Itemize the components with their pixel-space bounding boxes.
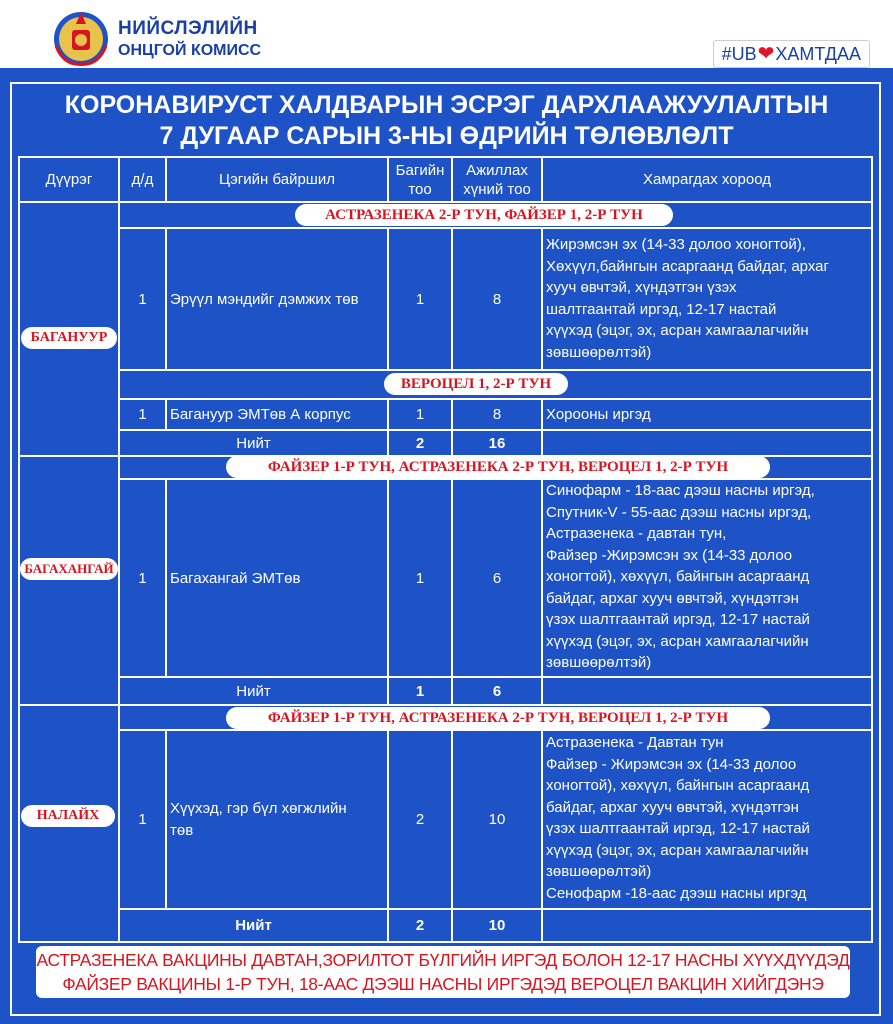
title-line-2: 7 ДУГААР САРЫН 3-НЫ ӨДРИЙН ТӨЛӨВЛӨЛТ [159, 122, 734, 150]
total-label: Нийт [235, 917, 272, 934]
coverage-text: Синофарм - 18-аас дээш насны иргэд, Спутник-V - 55-аас дээш насны иргэд, Астразенека - давтан тун, Файзер -Жирэмсэн эх (14-33 долоо хоногтой), хөхүүл, байнгын асаргаанд байдаг, архаг хууч өвчтэй, хүндэтгэн үзэх шалтгаантай иргэд, 12-17 настай хүүхэд (эцэг, эх, асран хамгаалагчийн зөвшөөрөлтэй) [546, 482, 815, 671]
org-line-2: ОНЦГОЙ КОМИСС [118, 42, 262, 59]
people-count: 10 [488, 811, 506, 828]
coverage-text: Астразенека - Давтан тун Файзер - Жирэмсэн эх (14-33 долоо хоногтой), хөхүүл, байнгын асаргаанд байдаг, архаг хууч өвчтэй, хүндэтгэн үзэх шалтгаантай иргэд, 12-17 настай хүүхэд (эцэг, эх, асран хамгаалагчийн зөвшөөрөлтэй) Сенофарм -18-аас дээш насны иргэд [546, 734, 810, 902]
district-nalaikh: НАЛАЙХ [21, 805, 115, 827]
vaccine-label: ВЕРОЦЕЛ 1, 2-Р ТУН [384, 373, 568, 395]
coverage-text: Хорооны иргэд [546, 406, 651, 423]
org-line-1: НИЙСЛЭЛИЙН [118, 18, 258, 39]
team-count: 2 [415, 811, 425, 828]
hashtag-badge [713, 40, 870, 68]
total-teams: 2 [415, 917, 425, 934]
footer-line-1: АСТРАЗЕНЕКА ВАКЦИНЫ ДАВТАН,ЗОРИЛТОТ БҮЛГИЙН ИРГЭД БОЛОН 12-17 НАСНЫ ХҮҮХДҮҮДЭД [36, 950, 850, 970]
district-bagakhangai: БАГАХАНГАЙ [20, 558, 118, 580]
state-emblem-icon [50, 6, 112, 68]
total-label: Нийт [236, 682, 271, 700]
location-name: Эрүүл мэндийг дэмжих төв [170, 290, 359, 308]
total-people: 16 [488, 434, 506, 452]
people-count: 8 [492, 290, 502, 308]
hashtag-prefix: #UB [721, 44, 757, 64]
organization-name [118, 18, 261, 62]
district-baganuur: БАГАНУУР [21, 327, 117, 349]
row-number: 1 [138, 290, 147, 308]
header-people: Ажиллах хүний тоо [463, 161, 531, 198]
people-count: 6 [492, 569, 502, 587]
hashtag-suffix: ХАМТДАА [775, 44, 861, 64]
header-teams: Багийн тоо [395, 161, 445, 198]
location-name: Хүүхэд, гэр бүл хөгжлийн төв [170, 799, 347, 839]
vaccine-label: АСТРАЗЕНЕКА 2-Р ТУН, ФАЙЗЕР 1, 2-Р ТУН [295, 204, 673, 226]
header-location: Цэгийн байршил [219, 171, 335, 188]
coverage-text: Жирэмсэн эх (14-33 долоо хоногтой), Хөхүүл,байнгын асаргаанд байдаг, архаг хууч өвчтэй, хүндэтгэн үзэх шалтгаантай иргэд, 12-17 настай хүүхэд (эцэг, эх, асран хамгаалагчийн зөвшөөрөлтэй) [546, 236, 829, 361]
location-name: Багахангай ЭМТөв [170, 569, 301, 587]
page-header [0, 0, 893, 68]
heart-icon: ❤ [757, 43, 775, 65]
total-people: 6 [492, 682, 502, 700]
team-count: 1 [415, 290, 425, 308]
total-teams: 2 [415, 434, 425, 452]
header-coverage: Хамрагдах хороод [642, 171, 772, 188]
total-people: 10 [488, 917, 506, 934]
row-number: 1 [138, 406, 147, 423]
team-count: 1 [415, 406, 425, 423]
row-number: 1 [138, 569, 147, 587]
footer-note [36, 946, 850, 998]
title-line-1: КОРОНАВИРУСТ ХАЛДВАРЫН ЭСРЭГ ДАРХЛААЖУУЛАЛТЫН [64, 91, 829, 119]
total-label: Нийт [236, 434, 271, 452]
row-number: 1 [138, 811, 147, 828]
header-district: Дүүрэг [45, 171, 93, 188]
vaccine-label: ФАЙЗЕР 1-Р ТУН, АСТРАЗЕНЕКА 2-Р ТУН, ВЕРОЦЕЛ 1, 2-Р ТУН [226, 456, 770, 478]
header-no: д/д [131, 171, 154, 188]
people-count: 8 [492, 406, 502, 423]
location-name: Багануур ЭМТөв А корпус [170, 406, 351, 423]
footer-line-2: ФАЙЗЕР ВАКЦИНЫ 1-Р ТУН, 18-ААС ДЭЭШ НАСНЫ ИРГЭДЭД ВЕРОЦЕЛ ВАКЦИН ХИЙГДЭНЭ [62, 974, 824, 994]
total-teams: 1 [415, 682, 425, 700]
team-count: 1 [415, 569, 425, 587]
vaccine-label: ФАЙЗЕР 1-Р ТУН, АСТРАЗЕНЕКА 2-Р ТУН, ВЕРОЦЕЛ 1, 2-Р ТУН [226, 707, 770, 729]
